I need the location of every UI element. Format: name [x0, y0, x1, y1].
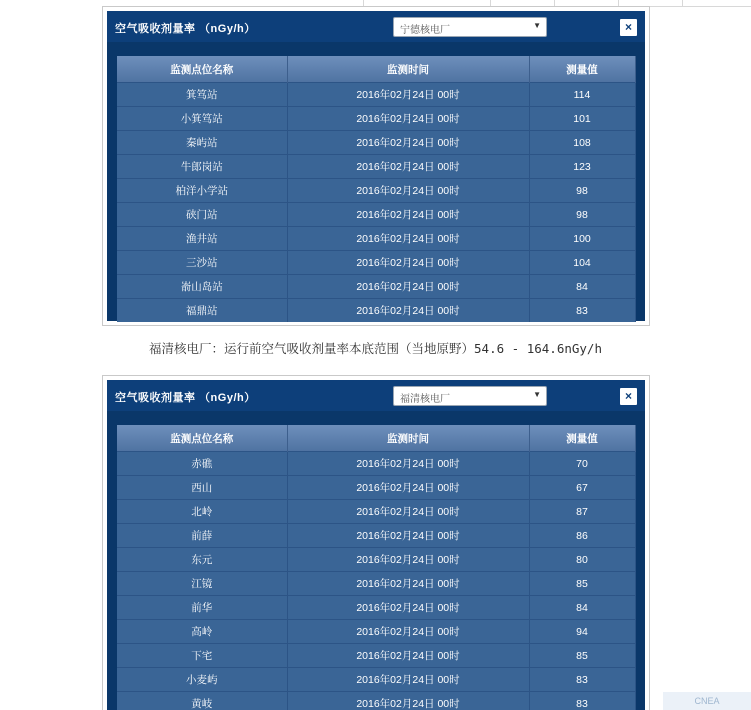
measure-value-cell: 84	[529, 596, 635, 620]
table-row	[117, 275, 635, 299]
header-value: 测量值	[529, 425, 635, 452]
header-station: 监测点位名称	[117, 425, 287, 452]
measure-time-cell: 2016年02月24日 00时	[287, 251, 529, 275]
close-button-1[interactable]: ×	[620, 19, 637, 36]
station-name-cell: 赤礁	[117, 452, 287, 476]
station-name-cell: 前华	[117, 596, 287, 620]
table-row	[117, 203, 635, 227]
table-row	[117, 476, 635, 500]
measure-value-cell: 86	[529, 524, 635, 548]
header-station: 监测点位名称	[117, 56, 287, 83]
measure-value-cell: 98	[529, 179, 635, 203]
measure-time-cell: 2016年02月24日 00时	[287, 668, 529, 692]
measure-value-cell: 123	[529, 155, 635, 179]
panel-2	[107, 380, 645, 710]
measure-value-cell: 114	[529, 83, 635, 107]
station-name-cell: 北岭	[117, 500, 287, 524]
panel-frame-1	[102, 6, 650, 326]
measure-time-cell: 2016年02月24日 00时	[287, 155, 529, 179]
measure-time-cell: 2016年02月24日 00时	[287, 524, 529, 548]
measure-time-cell: 2016年02月24日 00时	[287, 692, 529, 710]
measure-time-cell: 2016年02月24日 00时	[287, 131, 529, 155]
measure-value-cell: 83	[529, 299, 635, 323]
plant-select-2[interactable]	[393, 386, 547, 406]
table-row	[117, 251, 635, 275]
measure-time-cell: 2016年02月24日 00时	[287, 227, 529, 251]
measure-value-cell: 83	[529, 692, 635, 710]
plant-select-1-value: 宁德核电厂	[400, 25, 450, 36]
table-row	[117, 299, 635, 323]
table-row	[117, 179, 635, 203]
caption-text: 福清核电厂：运行前空气吸收剂量率本底范围（当地原野）54.6 - 164.6nGy/h	[149, 341, 602, 356]
measure-value-cell: 98	[529, 203, 635, 227]
station-name-cell: 嵛山岛站	[117, 275, 287, 299]
watermark-logo: CNEA	[663, 692, 751, 710]
chevron-down-icon: ▼	[533, 21, 541, 30]
station-name-cell: 东元	[117, 548, 287, 572]
table-row	[117, 83, 635, 107]
station-name-cell: 三沙站	[117, 251, 287, 275]
table-row	[117, 155, 635, 179]
panel-2-body	[107, 411, 645, 710]
measure-value-cell: 85	[529, 572, 635, 596]
measure-value-cell: 94	[529, 620, 635, 644]
measure-value-cell: 84	[529, 275, 635, 299]
measure-time-cell: 2016年02月24日 00时	[287, 203, 529, 227]
table-row	[117, 548, 635, 572]
measure-time-cell: 2016年02月24日 00时	[287, 476, 529, 500]
measure-time-cell: 2016年02月24日 00时	[287, 179, 529, 203]
station-name-cell: 秦屿站	[117, 131, 287, 155]
table-row	[117, 572, 635, 596]
station-name-cell: 牛郎岗站	[117, 155, 287, 179]
table-row	[117, 524, 635, 548]
measure-value-cell: 67	[529, 476, 635, 500]
measure-value-cell: 87	[529, 500, 635, 524]
station-name-cell: 小麦屿	[117, 668, 287, 692]
table-row	[117, 668, 635, 692]
table-row	[117, 107, 635, 131]
station-name-cell: 江镜	[117, 572, 287, 596]
header-time: 监测时间	[287, 56, 529, 83]
data-table-1	[117, 56, 636, 322]
station-name-cell: 小箕笃站	[117, 107, 287, 131]
measure-value-cell: 80	[529, 548, 635, 572]
table-row	[117, 452, 635, 476]
station-name-cell: 柏洋小学站	[117, 179, 287, 203]
measure-time-cell: 2016年02月24日 00时	[287, 548, 529, 572]
table-row	[117, 500, 635, 524]
measure-value-cell: 108	[529, 131, 635, 155]
header-value: 测量值	[529, 56, 635, 83]
panel-frame-2	[102, 375, 650, 710]
measure-time-cell: 2016年02月24日 00时	[287, 596, 529, 620]
table-header-row	[117, 56, 635, 83]
measure-time-cell: 2016年02月24日 00时	[287, 644, 529, 668]
measure-value-cell: 85	[529, 644, 635, 668]
measure-value-cell: 104	[529, 251, 635, 275]
close-button-2[interactable]: ×	[620, 388, 637, 405]
measure-time-cell: 2016年02月24日 00时	[287, 452, 529, 476]
measure-value-cell: 101	[529, 107, 635, 131]
measure-time-cell: 2016年02月24日 00时	[287, 275, 529, 299]
station-name-cell: 高岭	[117, 620, 287, 644]
table-row	[117, 596, 635, 620]
table-row	[117, 227, 635, 251]
header-time: 监测时间	[287, 425, 529, 452]
station-name-cell: 前薛	[117, 524, 287, 548]
table-row	[117, 692, 635, 710]
table-row	[117, 620, 635, 644]
panel-1-body	[107, 42, 645, 321]
measure-value-cell: 83	[529, 668, 635, 692]
chevron-down-icon: ▼	[533, 390, 541, 399]
station-name-cell: 西山	[117, 476, 287, 500]
table-row	[117, 644, 635, 668]
station-name-cell: 黄岐	[117, 692, 287, 710]
measure-time-cell: 2016年02月24日 00时	[287, 572, 529, 596]
panel-2-title: 空气吸收剂量率 （nGy/h）	[115, 392, 256, 404]
station-name-cell: 福鼎站	[117, 299, 287, 323]
measure-time-cell: 2016年02月24日 00时	[287, 83, 529, 107]
station-name-cell: 渔井站	[117, 227, 287, 251]
panel-1	[107, 11, 645, 321]
panel-1-title: 空气吸收剂量率 （nGy/h）	[115, 23, 256, 35]
plant-select-2-value: 福清核电厂	[400, 394, 450, 405]
table-row	[117, 131, 635, 155]
measure-time-cell: 2016年02月24日 00时	[287, 620, 529, 644]
measure-time-cell: 2016年02月24日 00时	[287, 500, 529, 524]
data-table-2	[117, 425, 636, 710]
station-name-cell: 下宅	[117, 644, 287, 668]
plant-select-1[interactable]	[393, 17, 547, 37]
station-name-cell: 硖门站	[117, 203, 287, 227]
measure-time-cell: 2016年02月24日 00时	[287, 107, 529, 131]
measure-time-cell: 2016年02月24日 00时	[287, 299, 529, 323]
measure-value-cell: 70	[529, 452, 635, 476]
measure-value-cell: 100	[529, 227, 635, 251]
table-header-row	[117, 425, 635, 452]
station-name-cell: 箕笃站	[117, 83, 287, 107]
